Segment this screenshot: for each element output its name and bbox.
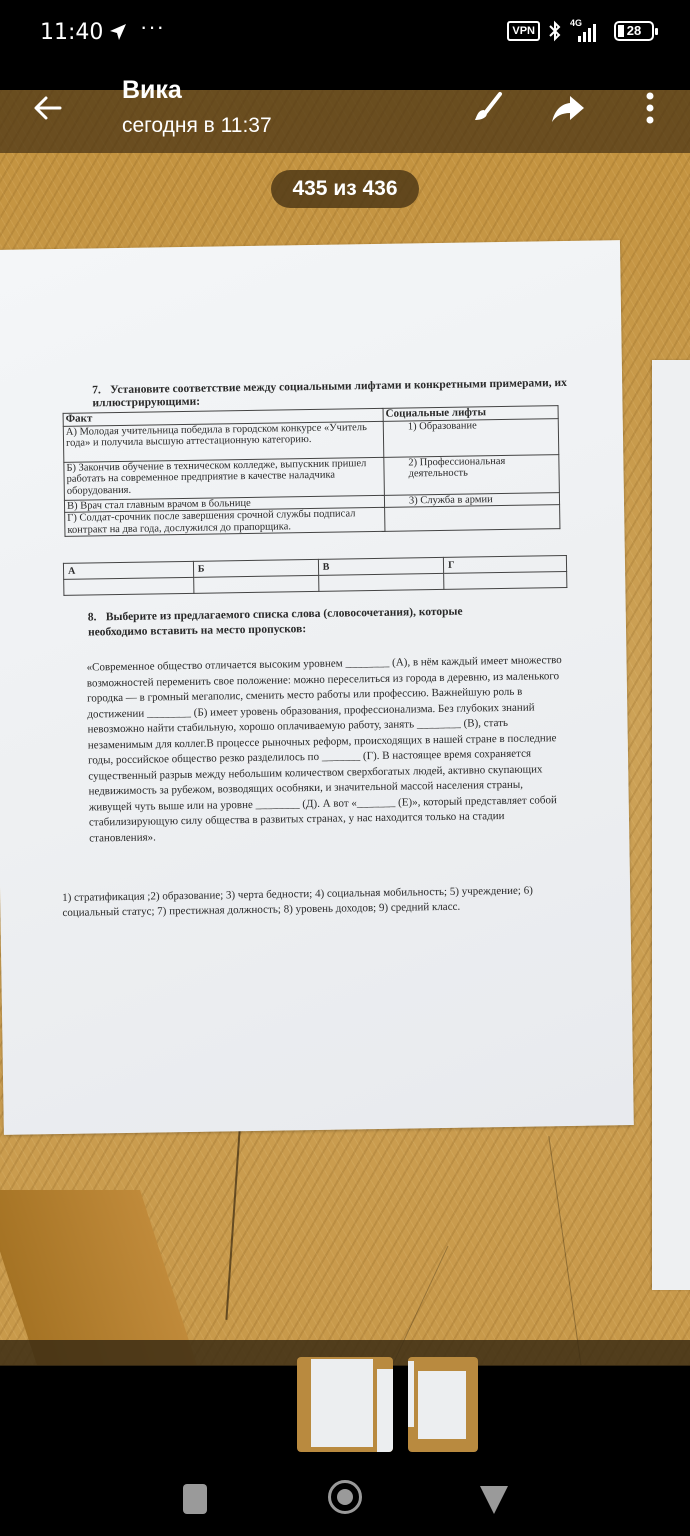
back-arrow-icon[interactable]: [30, 90, 66, 126]
network-type-label: 4G: [570, 18, 583, 28]
viewer-top-bar: [0, 76, 690, 153]
lift-empty: [385, 505, 560, 532]
lift-1: 1) Образование: [383, 418, 559, 457]
thumbnail-436[interactable]: [408, 1357, 478, 1452]
table-crack: [225, 1130, 240, 1320]
q7-title: 7. Установите соответствие между социальными лифтами и конкретными примерами, их иллюстрирующими:: [92, 376, 567, 410]
header-fact: Факт: [63, 408, 383, 426]
q7-match-table: [63, 405, 561, 537]
share-forward-icon[interactable]: [550, 90, 586, 126]
battery-level: 28: [626, 23, 642, 38]
cellular-signal-icon: [570, 20, 606, 42]
q8-title: 8. Выберите из предлагаемого списка слова (словосочетания), которые необходимо вставить на место пропусков:: [87, 605, 463, 639]
lift-3: 3) Служба в армии: [384, 492, 559, 507]
thumbnail-strip: [0, 1340, 690, 1452]
table-edge: [0, 1190, 224, 1365]
fact-v: В) Врач стал главным врачом в больнице: [64, 495, 384, 513]
recent-apps-icon[interactable]: [183, 1484, 207, 1514]
fact-a: А) Молодая учительница победила в городском конкурсе «Учитель года» и получила высшую аттестационную категорию.: [63, 421, 384, 462]
vpn-icon: VPN: [507, 21, 540, 41]
home-icon[interactable]: [328, 1480, 362, 1514]
status-bar: [0, 0, 690, 90]
sent-time: сегодня в 11:37: [122, 114, 272, 137]
photo-counter: 435 из 436: [271, 170, 419, 208]
answer-header-v: В: [318, 557, 444, 575]
battery-icon: [614, 21, 654, 41]
answer-cell-g: [444, 571, 567, 589]
q8-paragraph: «Современное общество отличается высоким уровнем ________ (А), в нём каждый имеет множество возможностей переменить свое положение: можно переселиться из города в деревню, из маленького городка — в громный мегаполис, сменить место работы или профессию. Важнейшую роль в достижении ________ (Б) имеет уровень образования, профессионализма. Без глубоких знаний невозможно найти стабильную, хорошо оплачиваемую работу, занять ________ (В), стать незаменимым для коллег.В процессе рыночных реформ, происходящих в нашей стране в последние годы, российское общество резко разделилось по _______ (Г). В настоящее время сохраняется существенный разрыв между небольшим количеством сверхбогатых людей, активно скупающих недвижимость за рубежом, возводящих особняки, и значительной массой населения страны, живущей чуть выше или на уровне ________ (Д). А вот «_______ (Е)», который представляет собой стабилизирующую силу общества в развитых странах, у нас находится только на стадии становления».: [86, 654, 562, 845]
q8-options: 1) стратификация ;2) образование; 3) черта бедности; 4) социальная мобильность; 5) учреждение; 6) социальный статус; 7) престижная должность; 8) уровень доходов; 9) средний класс.: [62, 884, 533, 919]
answer-header-g: Г: [443, 555, 566, 573]
lift-2: 2) Профессиональная деятельность: [384, 454, 560, 495]
photo-viewer-image[interactable]: [0, 90, 690, 1365]
fact-b: Б) Закончив обучение в техническом колледже, выпускник пришел работать на современное предприятие в качестве наладчика оборудования.: [64, 457, 385, 500]
table-crack: [548, 1136, 582, 1365]
status-time: 11:40: [40, 20, 104, 45]
brush-icon[interactable]: [470, 90, 506, 126]
answer-header-a: А: [63, 561, 193, 579]
thumbnail-435[interactable]: [297, 1357, 393, 1452]
bluetooth-icon: [548, 20, 562, 42]
more-vert-icon[interactable]: [632, 90, 668, 126]
status-icons: [507, 20, 654, 42]
fact-g: Г) Солдат-срочник после завершения срочной службы подписал контракт на два года, дослужился до прапорщика.: [65, 507, 385, 536]
more-notifications-icon: ···: [140, 14, 165, 39]
sender-name: Вика: [122, 76, 182, 104]
answer-cell-v: [318, 573, 444, 591]
back-triangle-icon[interactable]: [480, 1486, 508, 1514]
answer-cell-b: [193, 575, 318, 593]
system-nav-bar: [0, 1452, 690, 1536]
location-arrow-icon: [108, 22, 128, 42]
answer-header-b: Б: [193, 559, 318, 577]
header-lifts: Социальные лифты: [383, 406, 558, 421]
answer-cell-a: [64, 577, 194, 595]
worksheet-paper: [0, 240, 634, 1135]
q7-answer-table: [63, 555, 567, 596]
second-paper-sheet: [652, 360, 690, 1290]
